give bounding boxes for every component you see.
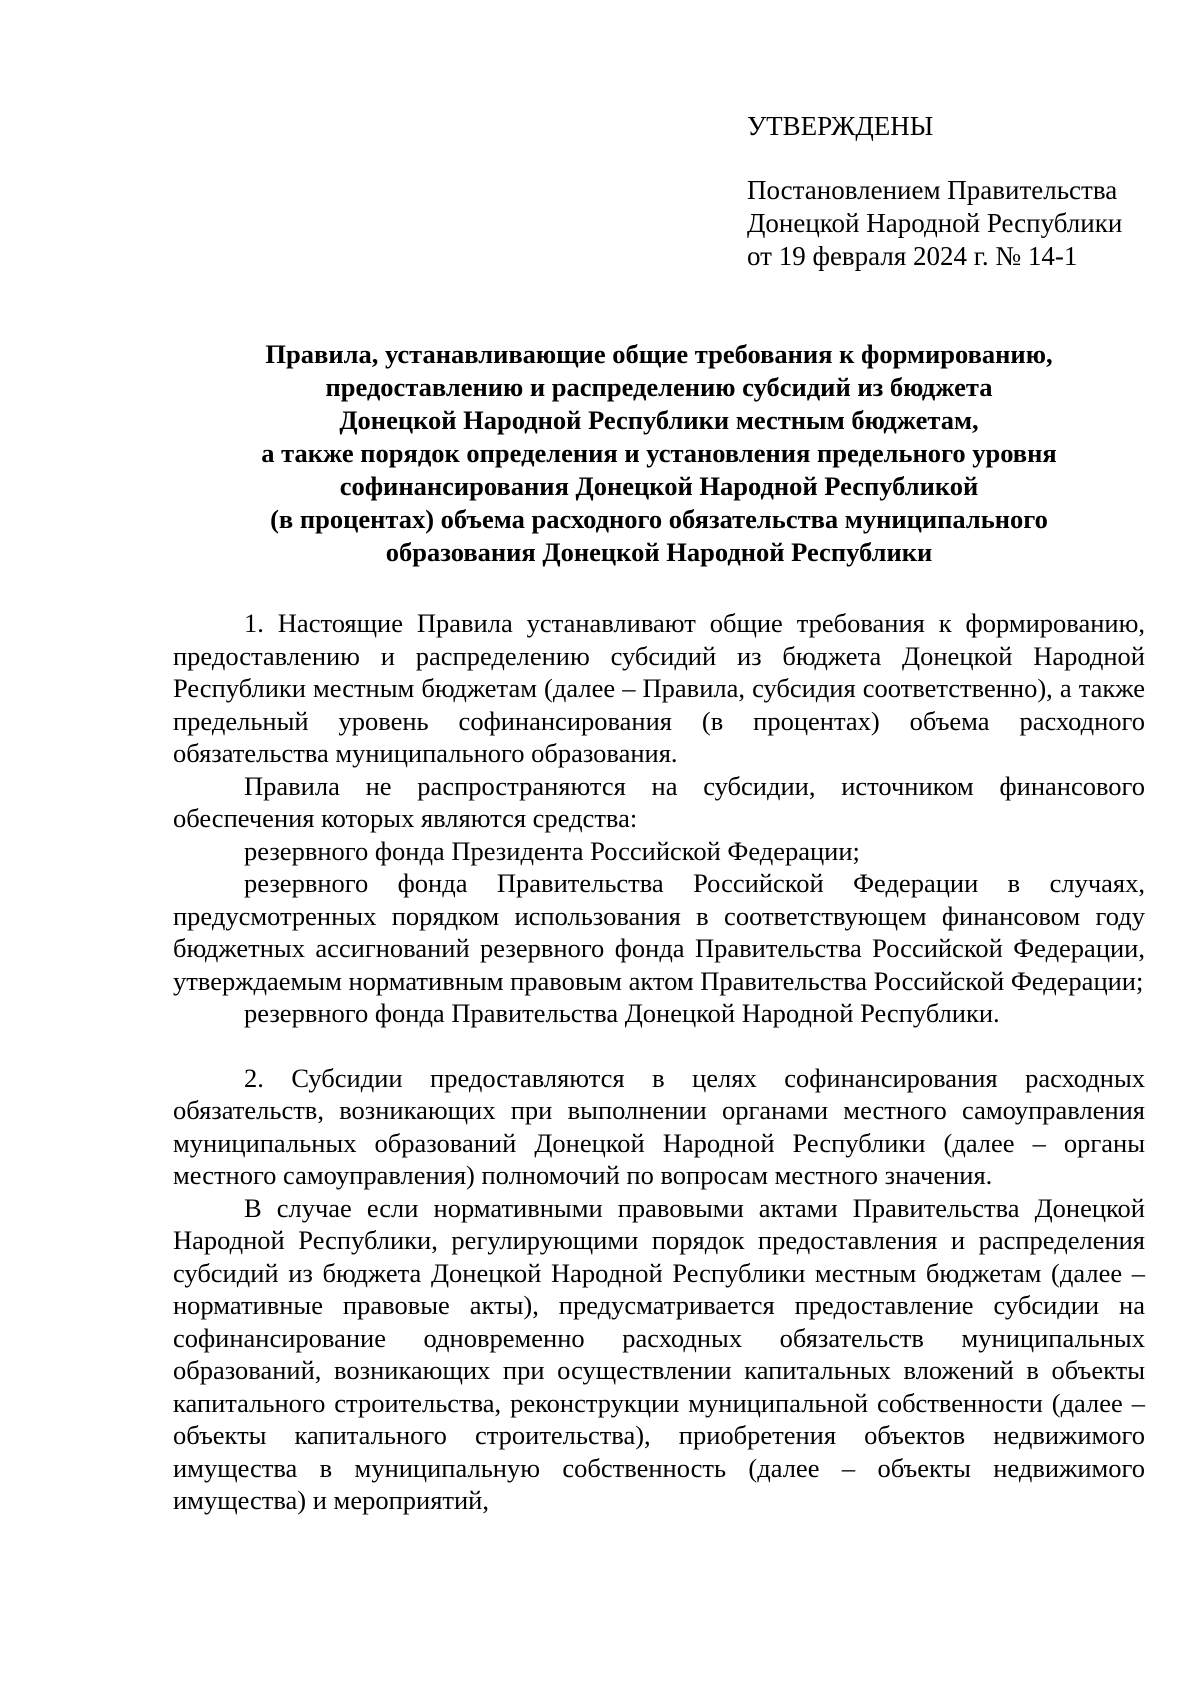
section-2-paragraph-2: В случае если нормативными правовыми актами Правительства Донецкой Народной Республики, регулирующими порядок предоставления и распределения субсидий из бюджета Донецкой Народной Республики местным бюджетам (далее – нормативные правовые акты), предусматривается предоставление субсидии на софинансирование одновременно расходных обязательств муниципальных образований, возникающих при осуществлении капитальных вложений в объекты капитального строительства, реконструкции муниципальной собственности (далее – объекты капитального строительства), приобретения объектов недвижимого имущества в муниципальную собственность (далее – объекты недвижимого имущества) и мероприятий, bbox=[173, 1192, 1145, 1515]
approval-stamp bbox=[747, 110, 1167, 273]
title-line-6: (в процентах) объема расходного обязательства муниципального bbox=[270, 504, 1048, 534]
document-body bbox=[173, 607, 1145, 1517]
section-gap bbox=[173, 1030, 1145, 1062]
title-line-2: предоставлению и распределению субсидий из бюджета bbox=[325, 372, 993, 402]
section-1-paragraph-1: 1. Настоящие Правила устанавливают общие требования к формированию, предоставлению и распределению субсидий из бюджета Донецкой Народной Республики местным бюджетам (далее – Правила, субсидия соответственно), а также предельный уровень софинансирования (в процентах) объема расходного обязательства муниципального образования. bbox=[173, 608, 1145, 768]
approval-line-1: Постановлением Правительства bbox=[747, 175, 1118, 205]
title-line-7: образования Донецкой Народной Республики bbox=[385, 537, 933, 567]
section-1-paragraph-5: резервного фонда Правительства Донецкой Народной Республики. bbox=[244, 998, 1000, 1028]
title-line-3: Донецкой Народной Республики местным бюджетам, bbox=[339, 405, 979, 435]
approval-line-3: от 19 февраля 2024 г. № 14-1 bbox=[747, 241, 1078, 271]
title-line-5: софинансирования Донецкой Народной Республикой bbox=[339, 471, 979, 501]
section-1-paragraph-4: резервного фонда Правительства Российской Федерации в случаях, предусмотренных порядком использования в соответствующем финансовом году бюджетных ассигнований резервного фонда Правительства Российской Федерации, утверждаемым нормативным правовым актом Правительства Российской Федерации; bbox=[173, 868, 1145, 996]
document-title bbox=[172, 338, 1146, 569]
approval-line-2: Донецкой Народной Республики bbox=[747, 208, 1123, 238]
section-1-paragraph-3: резервного фонда Президента Российской Федерации; bbox=[244, 835, 860, 866]
title-line-4: а также порядок определения и установления предельного уровня bbox=[261, 438, 1057, 468]
title-line-1: Правила, устанавливающие общие требования к формированию, bbox=[265, 339, 1053, 369]
section-2-paragraph-1: 2. Субсидии предоставляются в целях софинансирования расходных обязательств, возникающих при выполнении органами местного самоуправления муниципальных образований Донецкой Народной Республики (далее – органы местного самоуправления) полномочий по вопросам местного значения. bbox=[173, 1062, 1145, 1190]
approved-heading: УТВЕРЖДЕНЫ bbox=[747, 111, 934, 141]
section-1-paragraph-2: Правила не распространяются на субсидии, источником финансового обеспечения которых являются средства: bbox=[173, 770, 1145, 833]
